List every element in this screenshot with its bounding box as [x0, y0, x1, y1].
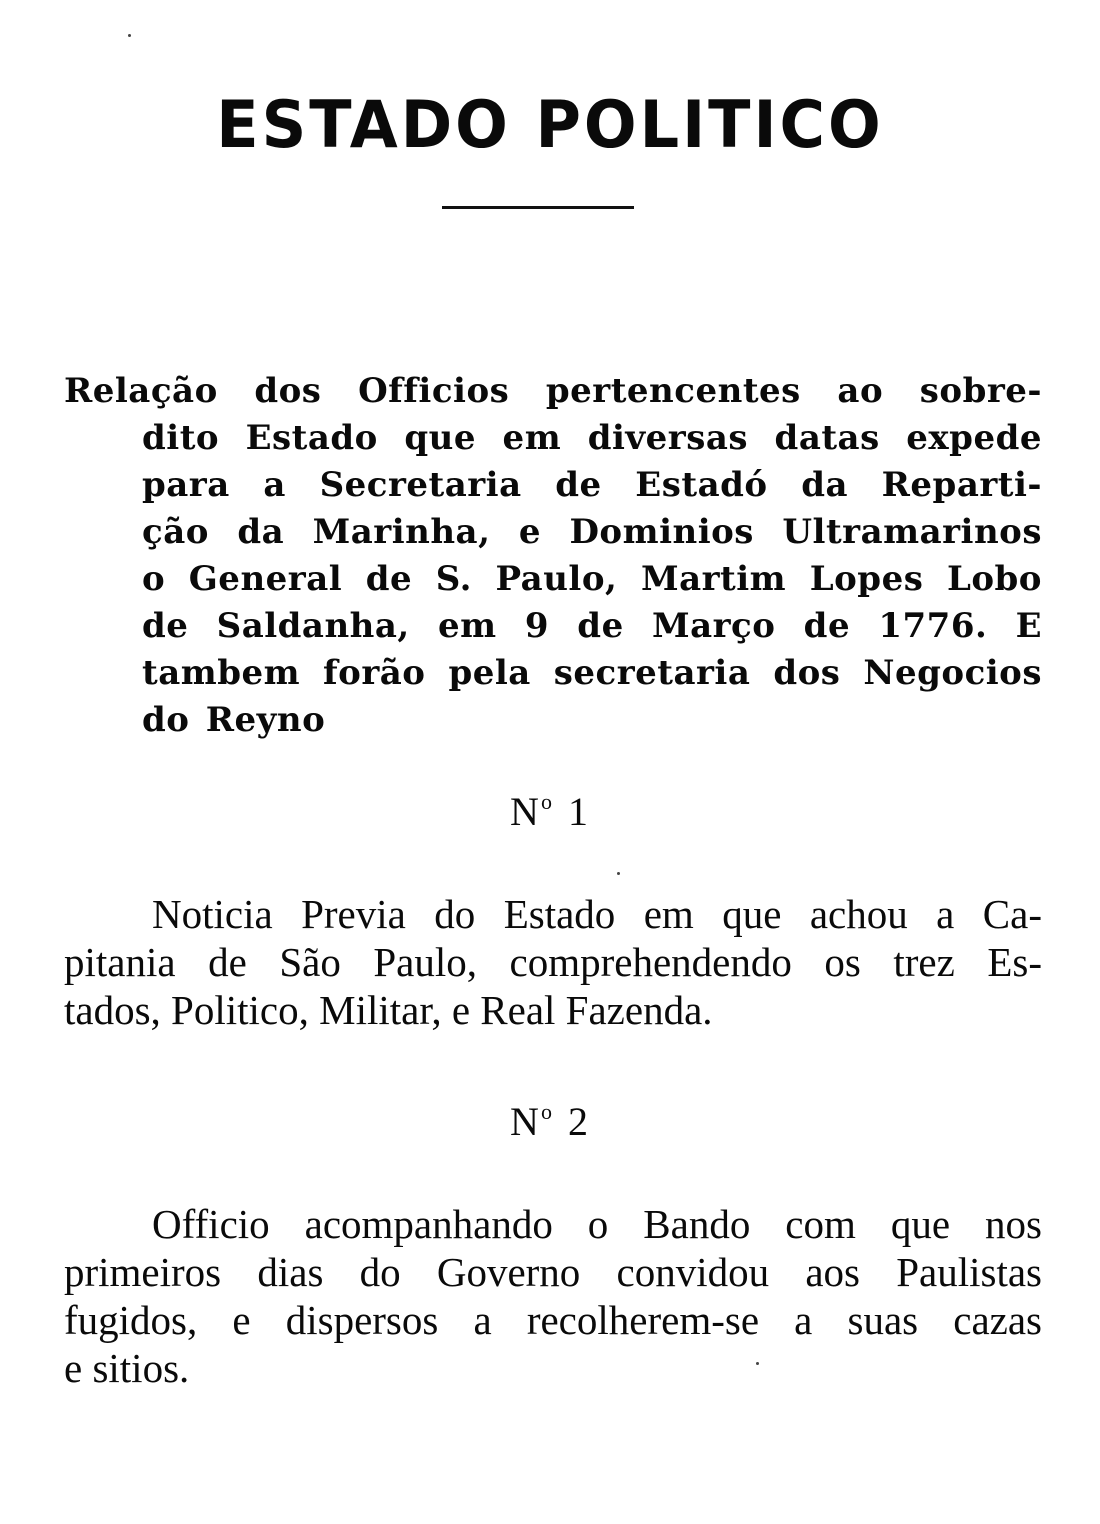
entry-number-value: 2: [567, 1099, 590, 1144]
title-divider: [442, 206, 634, 209]
entry-number-prefix: N: [510, 789, 541, 834]
entry-number: [0, 1098, 1100, 1145]
entry-number: [0, 788, 1100, 835]
entry-line: e sitios.: [64, 1345, 190, 1391]
intro-line: de Saldanha, em 9 de Março de 1776. E: [142, 606, 1042, 646]
print-speck: [756, 1362, 759, 1365]
intro-line: Relação dos Officios pertencentes ao sobre-: [64, 371, 1042, 411]
entry-line: primeiros dias do Governo convidou aos Paulistas: [64, 1249, 1042, 1295]
entry-line: fugidos, e dispersos a recolherem-se a suas cazas: [64, 1297, 1042, 1343]
intro-line: ção da Marinha, e Dominios Ultramarinos: [142, 512, 1042, 552]
intro-paragraph: [64, 368, 1042, 744]
entry-line: Officio acompanhando o Bando com que nos: [152, 1201, 1042, 1247]
entry-line: tados, Politico, Militar, e Real Fazenda.: [64, 987, 713, 1033]
intro-line: o General de S. Paulo, Martim Lopes Lobo: [142, 559, 1042, 599]
intro-line: dito Estado que em diversas datas expede: [142, 418, 1042, 458]
entry-text: [64, 890, 1042, 1034]
entry-line: pitania de São Paulo, comprehendendo os trez Es-: [64, 939, 1042, 985]
print-speck: [128, 34, 131, 37]
entry-number-superscript: o: [540, 789, 554, 814]
entry-number-superscript: o: [540, 1099, 554, 1124]
intro-line: para a Secretaria de Estadó da Reparti-: [142, 465, 1042, 505]
intro-line: do Reyno: [142, 700, 326, 740]
entry-text: [64, 1200, 1042, 1392]
print-speck: [617, 872, 620, 875]
entry-number-prefix: N: [510, 1099, 541, 1144]
intro-line: tambem forão pela secretaria dos Negocios: [142, 653, 1042, 693]
entry-line: Noticia Previa do Estado em que achou a Ca-: [152, 891, 1042, 937]
page-title: ESTADO POLITICO: [216, 86, 884, 163]
entry-number-value: 1: [567, 789, 590, 834]
